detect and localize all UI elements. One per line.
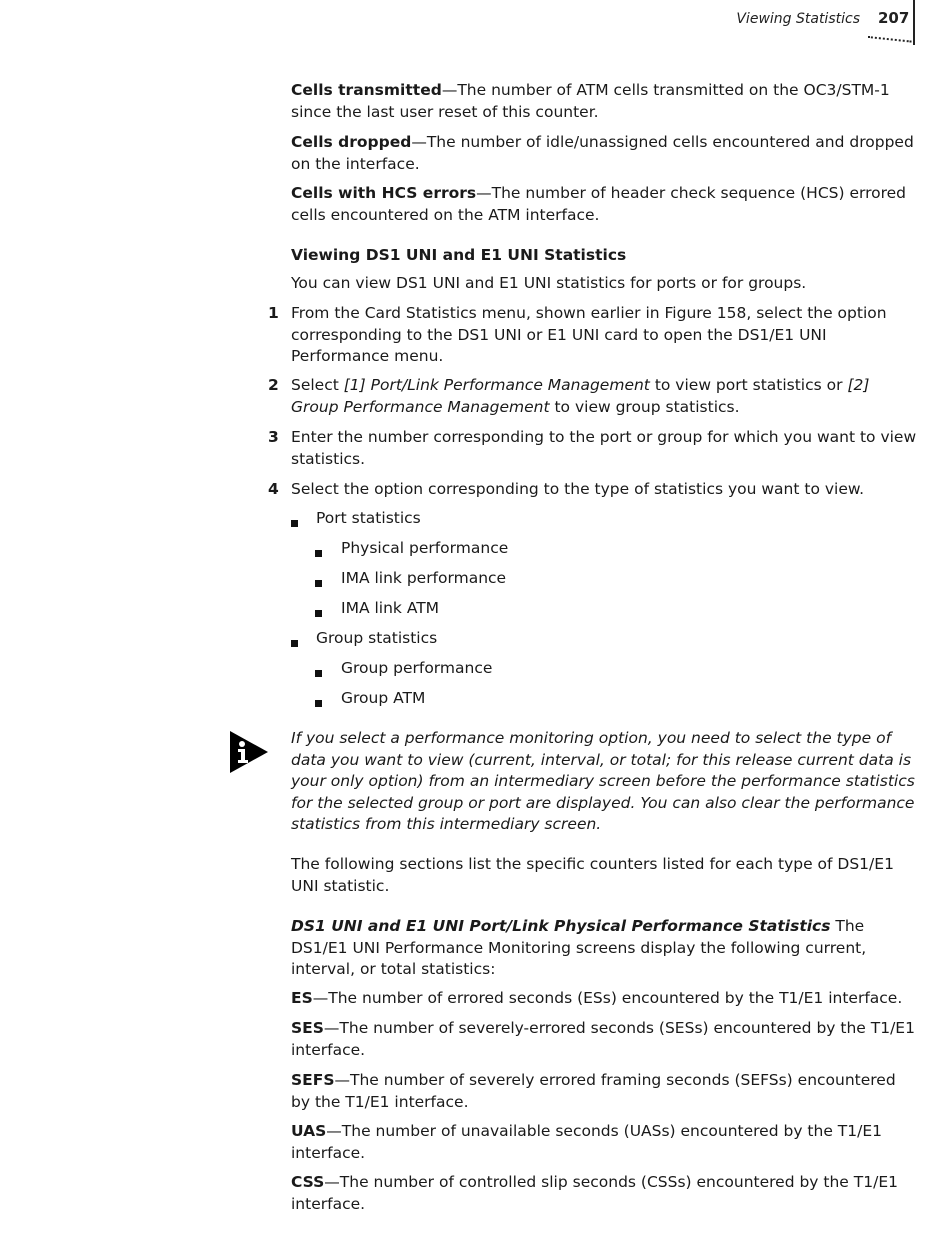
step-number: 3 [268,428,279,446]
definition-uas [291,1121,919,1164]
info-icon [230,731,270,773]
term-desc: —The number of severely-errored seconds (SESs) encountered by the T1/E1 interface. [291,1019,915,1059]
term-desc: —The number of header check sequence (HCS) errored cells encountered on the ATM interface. [291,184,907,224]
bullet-group-statistics: Group statistics [316,629,438,647]
term-desc: —The number of controlled slip seconds (CSSs) encountered by the T1/E1 interface. [291,1173,898,1213]
definition-cells-hcs-errors [291,183,919,226]
step-text: From the Card Statistics menu, shown earlier in Figure 158, select the option corresponding to the DS1 UNI or E1 UNI card to open the DS1/E1 UNI Performance menu. [291,304,887,365]
bullet-square [315,550,322,557]
term: UAS [291,1122,327,1140]
subsection-paragraph [291,916,919,981]
term-desc: —The number of ATM cells transmitted on the OC3/STM-1 since the last user reset of this counter. [291,81,890,121]
term: SEFS [291,1071,335,1089]
term: CSS [291,1173,325,1191]
note-text: If you select a performance monitoring option, you need to select the type of data you want to view (current, interval, or total; for this release current data is your only option) from an intermediary screen before the performance statistics for the selected group or port are displayed. You can also clear the performance statistics from this intermediary screen. [291,729,915,833]
term: Cells with HCS errors [291,184,477,202]
subsection-title: DS1 UNI and E1 UNI Port/Link Physical Performance Statistics [291,917,831,935]
bullet-item: IMA link ATM [341,599,440,617]
step-number: 4 [268,480,279,498]
step-text-part: Select [291,376,344,394]
bullet-item: Group performance [341,659,493,677]
definition-css [291,1172,919,1215]
definition-ses [291,1018,919,1061]
section-intro: You can view DS1 UNI and E1 UNI statistics for ports or for groups. [291,274,807,292]
bullet-port-statistics: Port statistics [316,509,421,527]
term-desc: —The number of severely errored framing seconds (SEFSs) encountered by the T1/E1 interface. [291,1071,896,1111]
subsection-desc: The DS1/E1 UNI Performance Monitoring screens display the following current, interval, or total statistics: [291,917,867,978]
step-text-part: to view port statistics or [649,376,848,394]
step-number: 1 [268,304,279,322]
term: SES [291,1019,324,1037]
term: Cells transmitted [291,81,442,99]
bullet-item: IMA link performance [341,569,507,587]
definition-es [291,988,919,1010]
term-desc: —The number of unavailable seconds (UASs) encountered by the T1/E1 interface. [291,1122,882,1162]
bullet-square [291,520,298,527]
bullet-square [315,610,322,617]
term: Cells dropped [291,133,412,151]
section-heading: Viewing DS1 UNI and E1 UNI Statistics [291,246,627,264]
term-desc: —The number of idle/unassigned cells encountered and dropped on the interface. [291,133,914,173]
menu-option: [1] Port/Link Performance Management [343,376,650,394]
bullet-square [315,700,322,707]
step-text: Select the option corresponding to the type of statistics you want to view. [291,480,865,498]
bullet-item: Physical performance [341,539,509,557]
definition-cells-dropped [291,132,919,175]
bullet-square [315,580,322,587]
step-text: Enter the number corresponding to the port or group for which you want to view statistics. [291,428,917,468]
step-text-part: to view group statistics. [549,397,740,416]
term-desc: —The number of errored seconds (ESs) encountered by the T1/E1 interface. [312,989,903,1007]
step-text [291,375,919,418]
bullet-item: Group ATM [341,689,426,707]
bullet-square [315,670,322,677]
header-dotted-line [868,36,912,43]
definition-sefs [291,1070,919,1113]
definition-cells-transmitted [291,80,919,123]
menu-option: [2] Group Performance Management [291,376,870,416]
page-number: 207 [878,9,910,27]
paragraph: The following sections list the specific counters listed for each type of DS1/E1 UNI statistic. [291,855,894,895]
term: ES [291,989,313,1007]
step-number: 2 [268,376,279,394]
running-header-title: Viewing Statistics [736,11,860,27]
header-rule [913,0,915,45]
bullet-square [291,640,298,647]
